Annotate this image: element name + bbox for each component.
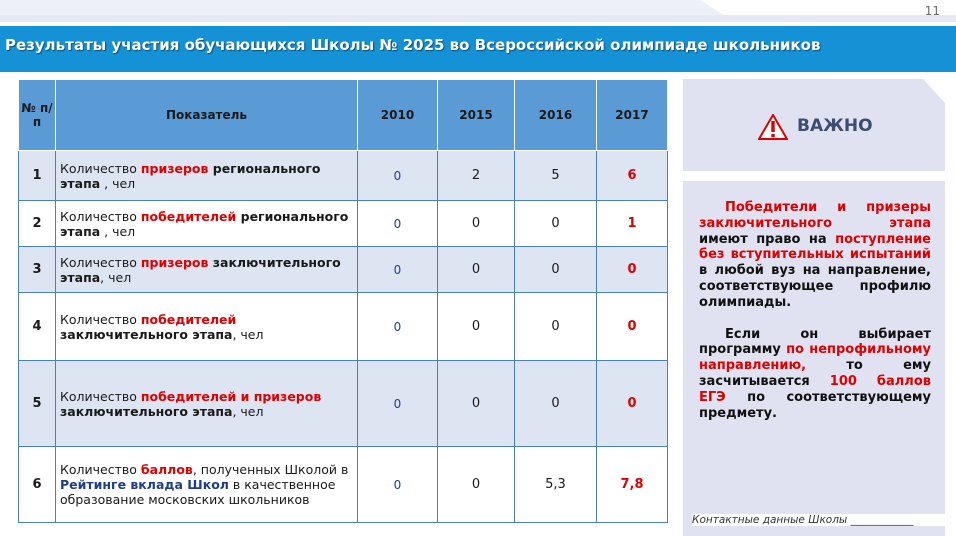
text-run: регионального этапа — [60, 160, 321, 191]
text-run: , полученных Школой в — [192, 462, 349, 477]
value-2015: 0 — [438, 293, 515, 361]
value-2016: 0 — [515, 247, 597, 293]
value-2017: 0 — [597, 361, 668, 447]
value-2017: 6 — [597, 151, 668, 201]
value-2010: 0 — [358, 361, 438, 447]
text-run: Количество — [60, 388, 141, 404]
results-table — [18, 79, 668, 523]
text-run: в качественное образование московских школьников — [60, 477, 336, 507]
row-label — [56, 201, 358, 247]
row-number: 6 — [19, 447, 56, 523]
text-run: Количество — [60, 254, 141, 270]
text-run: призеров — [140, 254, 209, 270]
text-run: то ему засчитывается — [699, 358, 931, 389]
value-2015: 0 — [438, 247, 515, 293]
text-run: заключительного этапа — [60, 326, 233, 342]
header-2015: 2015 — [438, 80, 515, 151]
text-run: Если он выбирает программу — [699, 326, 931, 358]
value-2010: 0 — [358, 151, 438, 201]
value-2010: 0 — [358, 201, 438, 247]
row-label — [56, 151, 358, 201]
value-2016: 5 — [515, 151, 597, 201]
value-2016: 0 — [515, 293, 597, 361]
info-paragraph-1 — [699, 200, 931, 311]
text-run: призеров — [140, 160, 209, 176]
text-run: , чел — [232, 403, 264, 419]
contact-footer: Контактные данные Школы ____________ — [692, 514, 950, 526]
important-label: ВАЖНО — [797, 116, 873, 136]
text-run: Количество — [60, 208, 141, 224]
value-2017: 7,8 — [597, 447, 668, 523]
value-2016: 0 — [515, 361, 597, 447]
row-label — [56, 361, 358, 447]
value-2016: 0 — [515, 201, 597, 247]
table-header-row — [19, 80, 668, 151]
text-run: Количество — [60, 311, 141, 327]
text-run: Количество — [60, 160, 141, 176]
text-run: Рейтинге вклада Школ — [60, 477, 229, 492]
row-label — [56, 293, 358, 361]
text-run: 100 баллов ЕГЭ — [699, 373, 931, 405]
text-run: победителей — [140, 311, 237, 327]
value-2010: 0 — [358, 447, 438, 523]
text-run: , чел — [100, 269, 132, 285]
text-run: , чел — [232, 326, 264, 342]
info-panel — [683, 181, 945, 536]
table-row — [19, 447, 668, 523]
value-2015: 0 — [438, 201, 515, 247]
info-paragraph-2 — [699, 327, 931, 422]
text-run: победителей и призеров — [140, 388, 322, 404]
important-panel — [683, 79, 945, 171]
value-2016: 5,3 — [515, 447, 597, 523]
value-2015: 0 — [438, 447, 515, 523]
text-run: Победители и призеры заключительного этапа — [699, 200, 931, 231]
value-2015: 2 — [438, 151, 515, 201]
text-run: имеют право на — [699, 231, 836, 247]
value-2017: 1 — [597, 201, 668, 247]
title-bar — [0, 26, 956, 72]
text-run: поступление без вступительных испытаний — [699, 231, 931, 263]
table-row — [19, 151, 668, 201]
table-row — [19, 361, 668, 447]
text-run: , чел — [100, 223, 136, 239]
text-run: по соответствующему предмету. — [699, 389, 931, 421]
value-2015: 0 — [438, 361, 515, 447]
text-run: Количество — [60, 462, 141, 477]
row-number: 5 — [19, 361, 56, 447]
slide-title: Результаты участия обучающихся Школы № 2025 во Всероссийской олимпиаде школьников — [5, 36, 821, 54]
text-run: заключительного этапа — [60, 254, 341, 285]
header-2010: 2010 — [358, 80, 438, 151]
row-label — [56, 447, 358, 523]
text-run: заключительного этапа — [60, 403, 233, 419]
row-number: 1 — [19, 151, 56, 201]
value-2017: 0 — [597, 247, 668, 293]
text-run: по непрофильному направлению, — [699, 342, 931, 374]
row-label — [56, 247, 358, 293]
text-run: в любой вуз на направление, соответствующее профилю олимпиады. — [699, 263, 931, 310]
header-2016: 2016 — [515, 80, 597, 151]
row-number: 2 — [19, 201, 56, 247]
row-number: 4 — [19, 293, 56, 361]
text-run: победителей — [140, 208, 237, 224]
header-2017: 2017 — [597, 80, 668, 151]
header-indicator: Показатель — [56, 80, 358, 151]
value-2017: 0 — [597, 293, 668, 361]
warning-icon — [758, 114, 788, 140]
value-2010: 0 — [358, 293, 438, 361]
table-row — [19, 293, 668, 361]
row-number: 3 — [19, 247, 56, 293]
text-run: регионального этапа — [60, 208, 349, 239]
header-num: № п/п — [19, 80, 56, 151]
info-text — [699, 200, 931, 421]
table-row — [19, 247, 668, 293]
table-row — [19, 201, 668, 247]
text-run: , чел — [100, 175, 136, 191]
text-run: баллов — [140, 462, 193, 477]
top-decorative-band — [0, 0, 956, 22]
page-number: 11 — [924, 4, 940, 18]
value-2010: 0 — [358, 247, 438, 293]
